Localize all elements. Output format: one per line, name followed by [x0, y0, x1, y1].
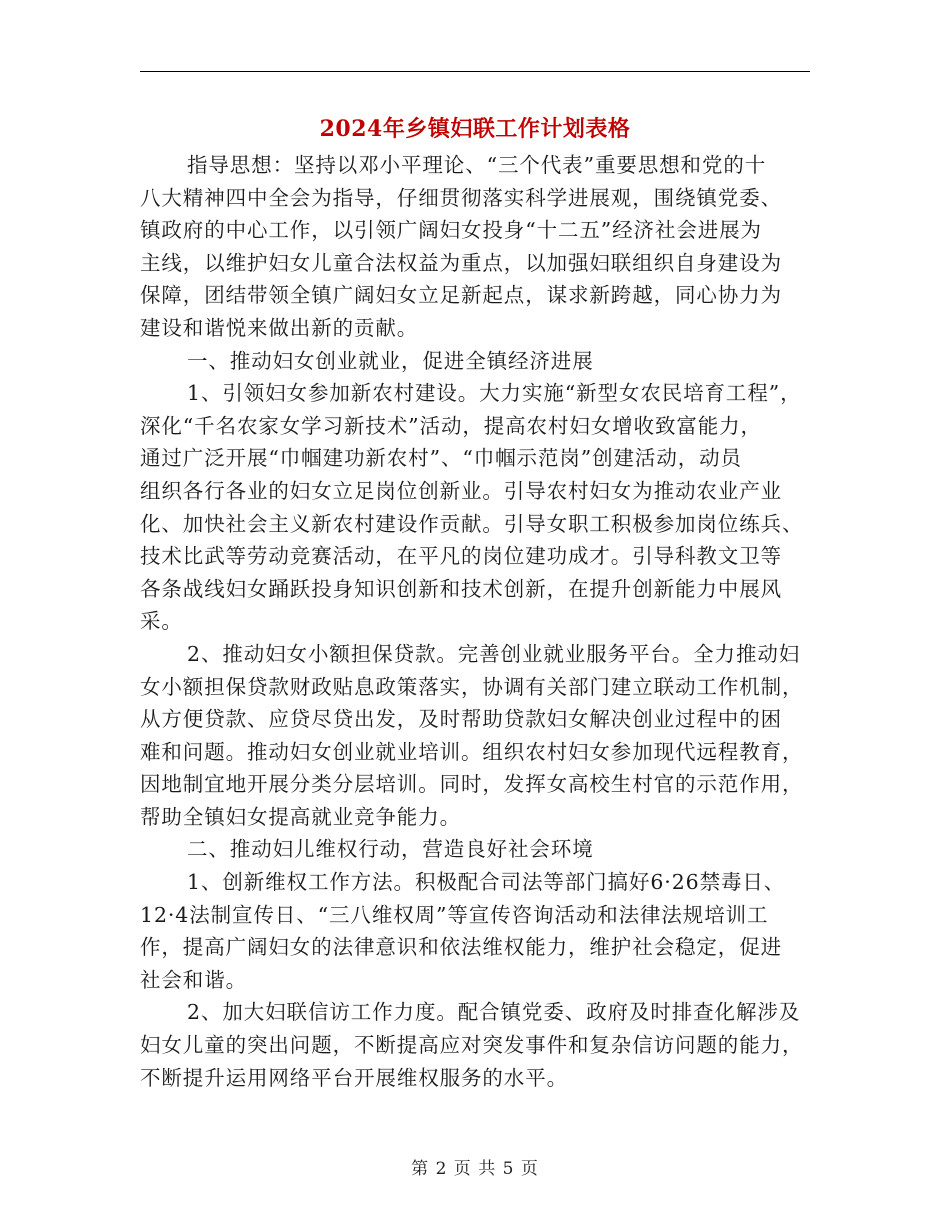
text-line: 12·4法制宣传日、“三八维权周”等宣传咨询活动和法律法规培训工: [140, 902, 769, 927]
text-line: 二、推动妇儿维权行动，营造良好社会环境: [187, 837, 594, 862]
header-rule: [140, 71, 810, 72]
text-line: 1、引领妇女参加新农村建设。大力实施“新型女农民培育工程”，: [187, 381, 802, 406]
text-line: 不断提升运用网络平台开展维权服务的水平。: [140, 1065, 568, 1090]
text-line: 八大精神四中全会为指导，仔细贯彻落实科学进展观，围绕镇党委、: [140, 185, 782, 210]
text-line: 采。: [140, 609, 183, 634]
text-line: 2、推动妇女小额担保贷款。完善创业就业服务平台。全力推动妇: [187, 641, 801, 666]
text-line: 各条战线妇女踊跃投身知识创新和技术创新，在提升创新能力中展风: [140, 576, 782, 601]
text-line: 主线，以维护妇女儿童合法权益为重点，以加强妇联组织自身建设为: [140, 250, 782, 275]
text-line: 女小额担保贷款财政贴息政策落实，协调有关部门建立联动工作机制，: [140, 674, 804, 699]
text-line: 社会和谐。: [140, 967, 247, 992]
document-title: 2024年乡镇妇联工作计划表格: [319, 116, 631, 142]
text-line: 深化“千名农家女学习新技术”活动，提高农村妇女增收致富能力，: [140, 413, 762, 438]
text-line: 难和问题。推动妇女创业就业培训。组织农村妇女参加现代远程教育，: [140, 739, 804, 764]
text-line: 技术比武等劳动竞赛活动，在平凡的岗位建功成才。引导科教文卫等: [140, 544, 782, 569]
text-line: 作，提高广阔妇女的法律意识和依法维权能力，维护社会稳定，促进: [140, 935, 782, 960]
text-line: 通过广泛开展“巾帼建功新农村”、“巾帼示范岗”创建活动，动员: [140, 446, 742, 471]
document-body: [140, 149, 814, 1094]
text-line: 2、加大妇联信访工作力度。配合镇党委、政府及时排查化解涉及: [187, 1000, 801, 1025]
text-line: 一、推动妇女创业就业，促进全镇经济进展: [187, 348, 594, 373]
text-line: 建设和谐悦来做出新的贡献。: [140, 315, 419, 340]
text-line: 1、创新维权工作方法。积极配合司法等部门搞好6·26禁毒日、: [187, 870, 786, 895]
text-line: 指导思想：坚持以邓小平理论、“三个代表”重要思想和党的十: [187, 153, 767, 177]
text-line: 妇女儿童的突出问题，不断提高应对突发事件和复杂信访问题的能力，: [140, 1033, 804, 1058]
text-line: 帮助全镇妇女提高就业竞争能力。: [140, 804, 461, 829]
text-line: 组织各行各业的妇女立足岗位创新业。引导农村妇女为推动农业产业: [140, 478, 782, 503]
text-line: 保障，团结带领全镇广阔妇女立足新起点，谋求新跨越，同心协力为: [140, 283, 782, 308]
text-line: 镇政府的中心工作，以引领广阔妇女投身“十二五”经济社会进展为: [140, 218, 762, 243]
page-footer: 第 2 页 共 5 页: [411, 1159, 539, 1179]
text-line: 从方便贷款、应贷尽贷出发，及时帮助贷款妇女解决创业过程中的困: [140, 707, 782, 732]
text-line: 化、加快社会主义新农村建设作贡献。引导女职工积极参加岗位练兵、: [140, 511, 804, 536]
text-line: 因地制宜地开展分类分层培训。同时，发挥女高校生村官的示范作用，: [140, 772, 804, 797]
